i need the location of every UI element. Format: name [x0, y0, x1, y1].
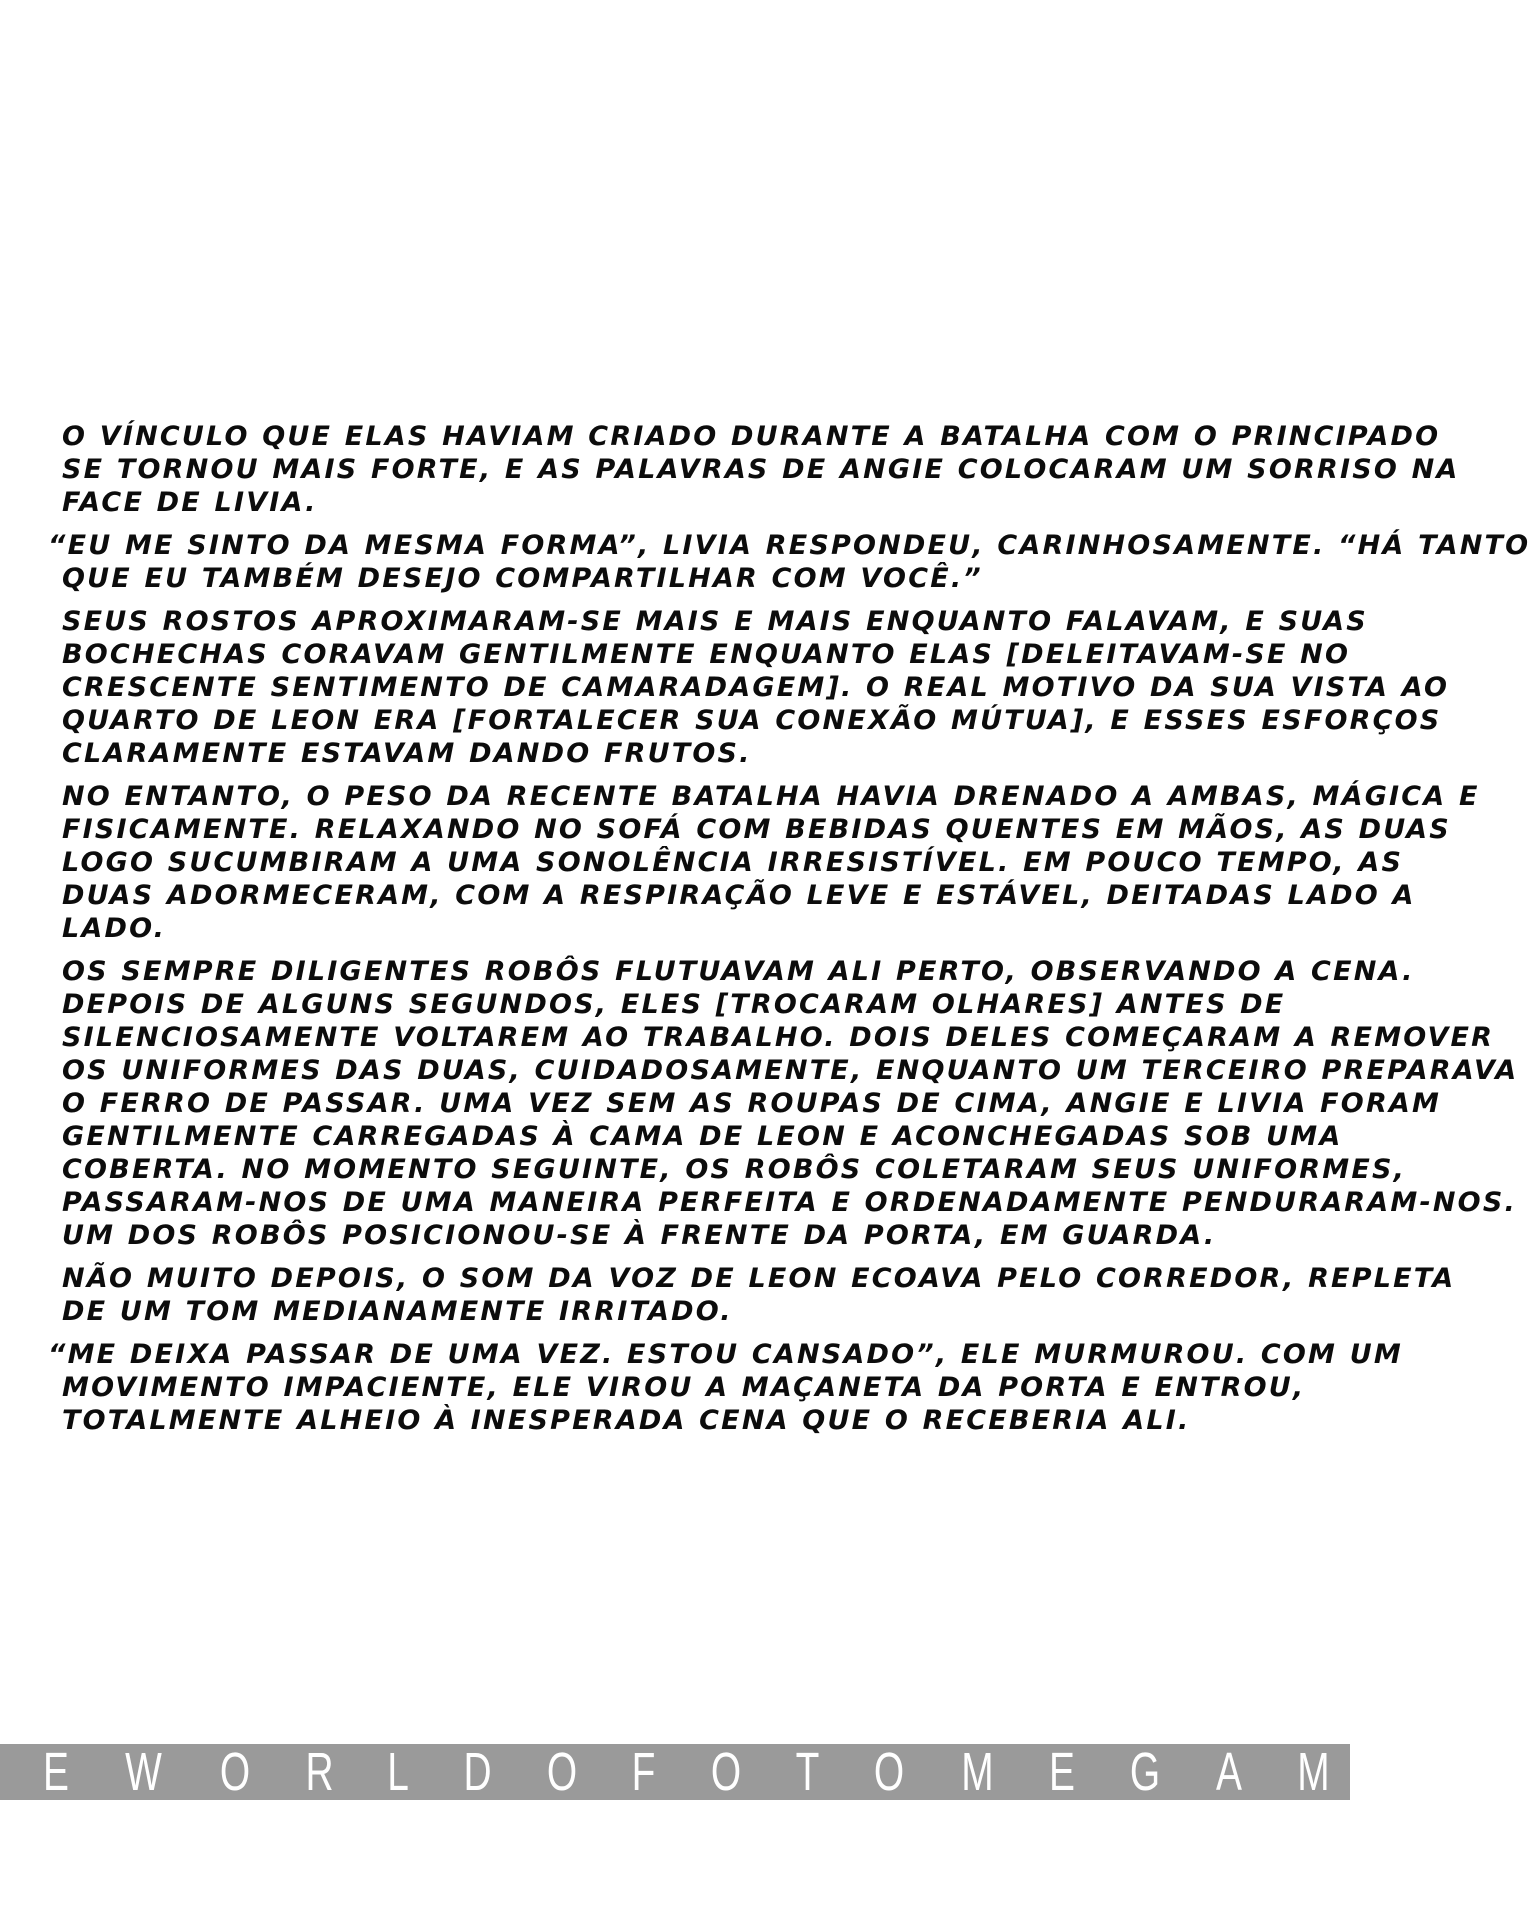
banner-letter: E — [1048, 1742, 1075, 1802]
story-paragraph — [62, 1262, 1456, 1328]
paragraph-line: DUAS ADORMECERAM, COM A RESPIRAÇÃO LEVE E ESTÁVEL, DEITADAS LADO A — [62, 880, 1416, 911]
story-paragraph — [62, 955, 1519, 1252]
paragraph-line: GENTILMENTE CARREGADAS À CAMA DE LEON E ACONCHEGADAS SOB UMA — [62, 1121, 1343, 1152]
banner-letter: E — [43, 1742, 69, 1802]
paragraph-line: DE UM TOM MEDIANAMENTE IRRITADO. — [62, 1296, 733, 1327]
banner-letter: O — [874, 1742, 905, 1802]
banner-letter: T — [795, 1742, 820, 1802]
paragraph-line: CLARAMENTE ESTAVAM DANDO FRUTOS. — [62, 738, 752, 769]
story-paragraph — [48, 529, 1530, 595]
series-title-banner — [0, 1744, 1350, 1800]
banner-letter: F — [631, 1742, 656, 1802]
paragraph-line: QUARTO DE LEON ERA [FORTALECER SUA CONEXÃO MÚTUA], E ESSES ESFORÇOS — [62, 705, 1442, 736]
paragraph-line: SILENCIOSAMENTE VOLTAREM AO TRABALHO. DOIS DELES COMEÇARAM A REMOVER — [62, 1022, 1495, 1053]
paragraph-line: TOTALMENTE ALHEIO À INESPERADA CENA QUE O RECEBERIA ALI. — [62, 1405, 1191, 1436]
paragraph-line: UM DOS ROBÔS POSICIONOU-SE À FRENTE DA PORTA, EM GUARDA. — [62, 1220, 1217, 1251]
banner-letter: O — [546, 1742, 578, 1802]
story-text — [48, 420, 1530, 1447]
banner-letter: O — [219, 1742, 250, 1802]
paragraph-line: OS SEMPRE DILIGENTES ROBÔS FLUTUAVAM ALI PERTO, OBSERVANDO A CENA. — [62, 956, 1415, 987]
paragraph-line: FACE DE LIVIA. — [62, 487, 318, 518]
story-paragraph — [62, 605, 1450, 770]
story-paragraph — [48, 1338, 1403, 1437]
banner-letter: R — [305, 1742, 334, 1802]
paragraph-line: BOCHECHAS CORAVAM GENTILMENTE ENQUANTO ELAS [DELEITAVAM-SE NO — [62, 639, 1351, 670]
paragraph-line: CRESCENTE SENTIMENTO DE CAMARADAGEM]. O REAL MOTIVO DA SUA VISTA AO — [62, 672, 1450, 703]
paragraph-line: FISICAMENTE. RELAXANDO NO SOFÁ COM BEBIDAS QUENTES EM MÃOS, AS DUAS — [62, 814, 1451, 845]
banner-letter: O — [710, 1742, 741, 1802]
paragraph-line: LOGO SUCUMBIRAM A UMA SONOLÊNCIA IRRESISTÍVEL. EM POUCO TEMPO, AS — [62, 847, 1404, 878]
paragraph-line: LADO. — [62, 913, 167, 944]
paragraph-line: MOVIMENTO IMPACIENTE, ELE VIROU A MAÇANETA DA PORTA E ENTROU, — [62, 1372, 1306, 1403]
story-paragraph — [62, 420, 1460, 519]
paragraph-line: “ME DEIXA PASSAR DE UMA VEZ. ESTOU CANSADO”, ELE MURMUROU. COM UM — [48, 1339, 1403, 1370]
paragraph-line: QUE EU TAMBÉM DESEJO COMPARTILHAR COM VOCÊ.” — [62, 563, 983, 594]
paragraph-line: O FERRO DE PASSAR. UMA VEZ SEM AS ROUPAS DE CIMA, ANGIE E LIVIA FORAM — [62, 1088, 1442, 1119]
banner-letter: W — [125, 1742, 163, 1802]
story-paragraph — [62, 780, 1480, 945]
paragraph-line: DEPOIS DE ALGUNS SEGUNDOS, ELES [TROCARAM OLHARES] ANTES DE — [62, 989, 1286, 1020]
banner-letter: D — [463, 1742, 492, 1802]
paragraph-line: PASSARAM-NOS DE UMA MANEIRA PERFEITA E ORDENADAMENTE PENDURARAM-NOS. — [62, 1187, 1517, 1218]
banner-letter: A — [1215, 1742, 1242, 1802]
paragraph-line: COBERTA. NO MOMENTO SEGUINTE, OS ROBÔS COLETARAM SEUS UNIFORMES, — [62, 1154, 1407, 1185]
paragraph-line: OS UNIFORMES DAS DUAS, CUIDADOSAMENTE, ENQUANTO UM TERCEIRO PREPARAVA — [62, 1055, 1519, 1086]
paragraph-line: SEUS ROSTOS APROXIMARAM-SE MAIS E MAIS ENQUANTO FALAVAM, E SUAS — [62, 606, 1368, 637]
banner-letter: G — [1130, 1742, 1161, 1802]
paragraph-line: NO ENTANTO, O PESO DA RECENTE BATALHA HAVIA DRENADO A AMBAS, MÁGICA E — [62, 781, 1480, 812]
paragraph-line: “EU ME SINTO DA MESMA FORMA”, LIVIA RESPONDEU, CARINHOSAMENTE. “HÁ TANTO — [48, 530, 1530, 561]
paragraph-line: NÃO MUITO DEPOIS, O SOM DA VOZ DE LEON ECOAVA PELO CORREDOR, REPLETA — [62, 1263, 1456, 1294]
paragraph-line: SE TORNOU MAIS FORTE, E AS PALAVRAS DE ANGIE COLOCARAM UM SORRISO NA — [62, 454, 1460, 485]
banner-letter: L — [387, 1742, 410, 1802]
paragraph-line: O VÍNCULO QUE ELAS HAVIAM CRIADO DURANTE A BATALHA COM O PRINCIPADO — [62, 421, 1441, 452]
banner-letter: M — [1297, 1742, 1330, 1802]
banner-letter: M — [960, 1742, 994, 1802]
